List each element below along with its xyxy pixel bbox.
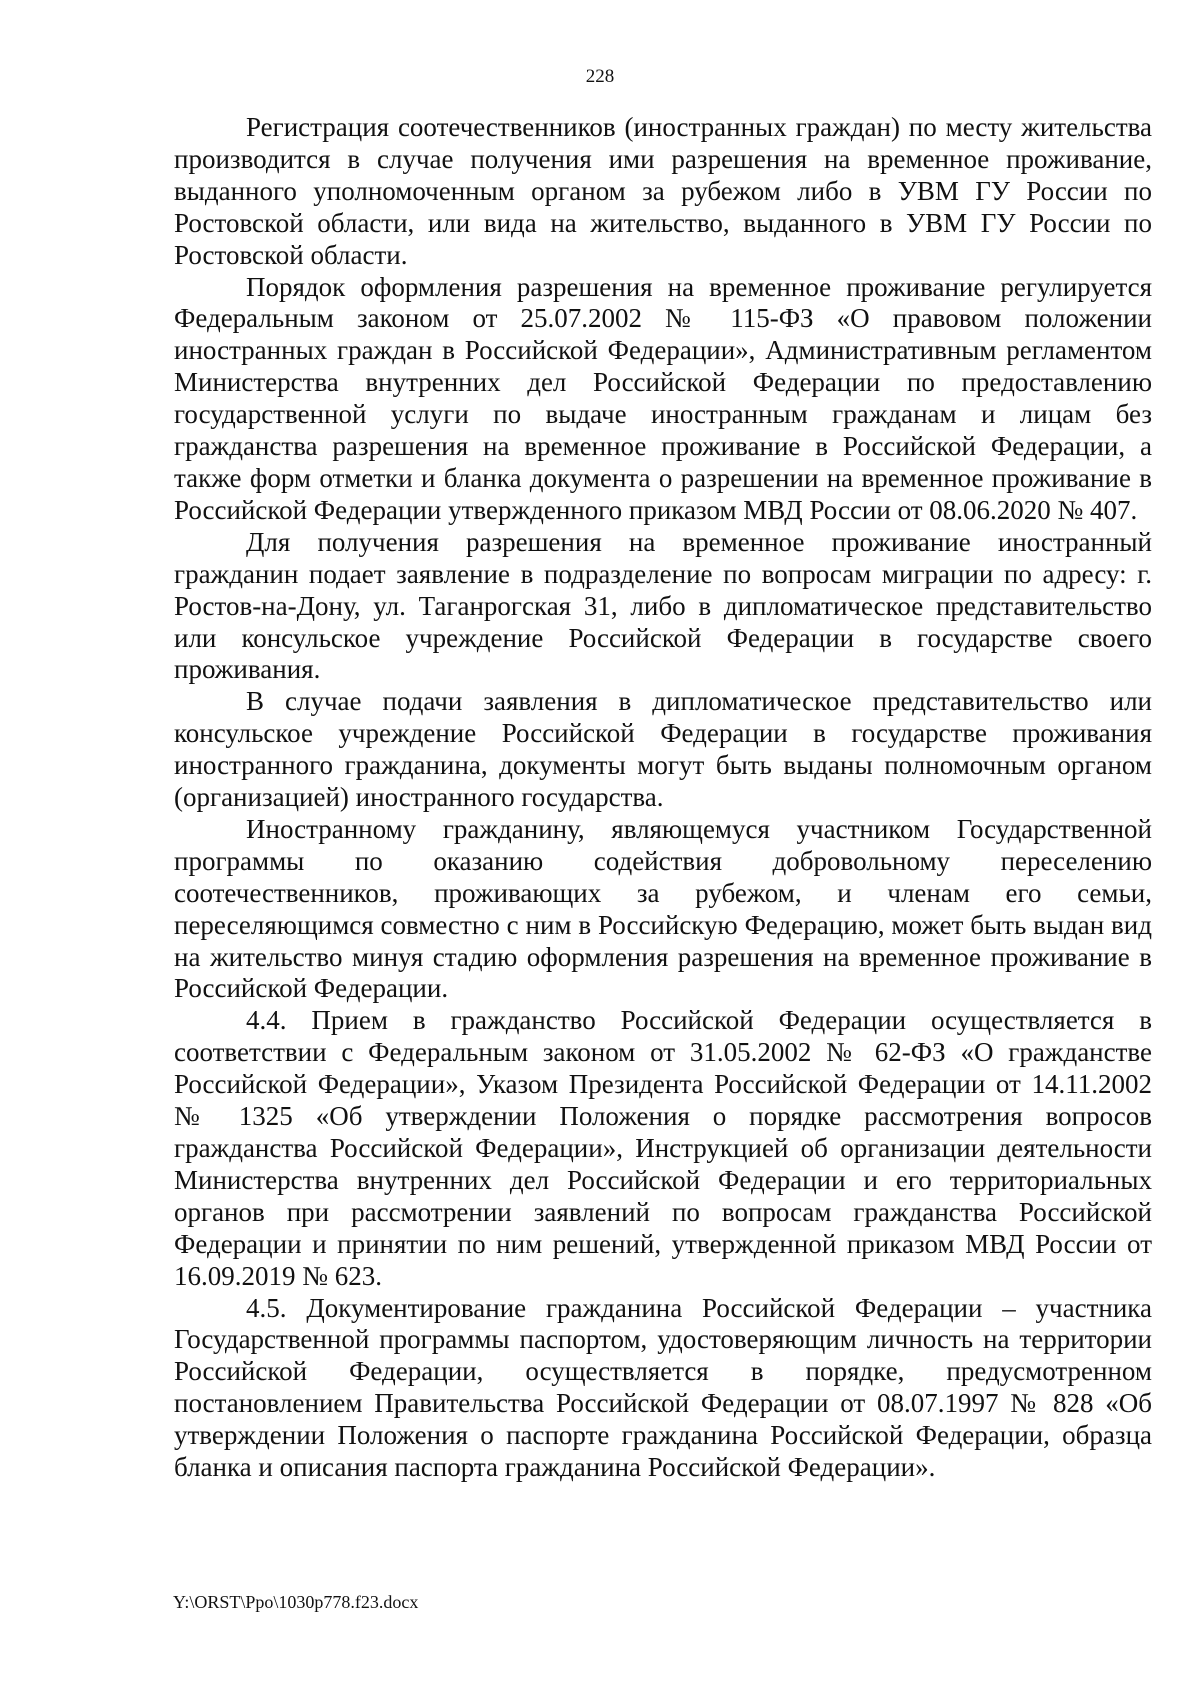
paragraph-diplomatic-submission: В случае подачи заявления в дипломатическое представительство или консульское учреждение Российской Федерации в государстве проживания иностранного гражданина, документы могут быть выданы полномочным органом (организацией) иностранного государства.: [174, 686, 1152, 813]
footer-file-path: Y:\ORST\Ppo\1030p778.f23.docx: [173, 1592, 419, 1612]
document-body: [174, 112, 1152, 1484]
page-number: 228: [585, 66, 615, 87]
paragraph-4-5-passport: 4.5. Документирование гражданина Российской Федерации – участника Государственной программы паспортом, удостоверяющим личность на территории Российской Федерации, осуществляется в порядке, предусмотренном постановлением Правительства Российской Федерации от 08.07.1997 № 828 «Об утверждении Положения о паспорте гражданина Российской Федерации, образца бланка и описания паспорта гражданина Российской Федерации».: [174, 1292, 1152, 1483]
paragraph-registration: Регистрация соотечественников (иностранных граждан) по месту жительства производится в случае получения ими разрешения на временное проживание, выданного уполномоченным органом за рубежом либо в УВМ ГУ России по Ростовской области, или вида на жительство, выданного в УВМ ГУ России по Ростовской области.: [174, 112, 1152, 270]
paragraph-temporary-residence-procedure: Порядок оформления разрешения на временное проживание регулируется Федеральным законом от 25.07.2002 № 115-ФЗ «О правовом положении иностранных граждан в Российской Федерации», Административным регламентом Министерства внутренних дел Российской Федерации по предоставлению государственной услуги по выдаче иностранным гражданам и лицам без гражданства разрешения на временное проживание в Российской Федерации, а также форм отметки и бланка документа о разрешении на временное проживание в Российской Федерации утвержденного приказом МВД России от 08.06.2020 № 407.: [174, 271, 1152, 525]
paragraph-application-submission: Для получения разрешения на временное проживание иностранный гражданин подает заявление в подразделение по вопросам миграции по адресу: г. Ростов-на-Дону, ул. Таганрогская 31, либо в дипломатическое представительство или консульское учреждение Российской Федерации в государстве своего проживания.: [174, 526, 1152, 685]
paragraph-4-4-citizenship: 4.4. Прием в гражданство Российской Федерации осуществляется в соответствии с Федеральным законом от 31.05.2002 № 62-ФЗ «О гражданстве Российской Федерации», Указом Президента Российской Федерации от 14.11.2002 № 1325 «Об утверждении Положения о порядке рассмотрения вопросов гражданства Российской Федерации», Инструкцией об организации деятельности Министерства внутренних дел Российской Федерации и его территориальных органов при рассмотрении заявлений по вопросам гражданства Российской Федерации и принятии по ним решений, утвержденной приказом МВД России от 16.09.2019 № 623.: [174, 1005, 1152, 1291]
paragraph-residence-permit-participants: Иностранному гражданину, являющемуся участником Государственной программы по оказанию содействия добровольному переселению соотечественников, проживающих за рубежом, и членам его семьи, переселяющимся совместно с ним в Российскую Федерацию, может быть выдан вид на жительство минуя стадию оформления разрешения на временное проживание в Российской Федерации.: [174, 813, 1152, 1004]
